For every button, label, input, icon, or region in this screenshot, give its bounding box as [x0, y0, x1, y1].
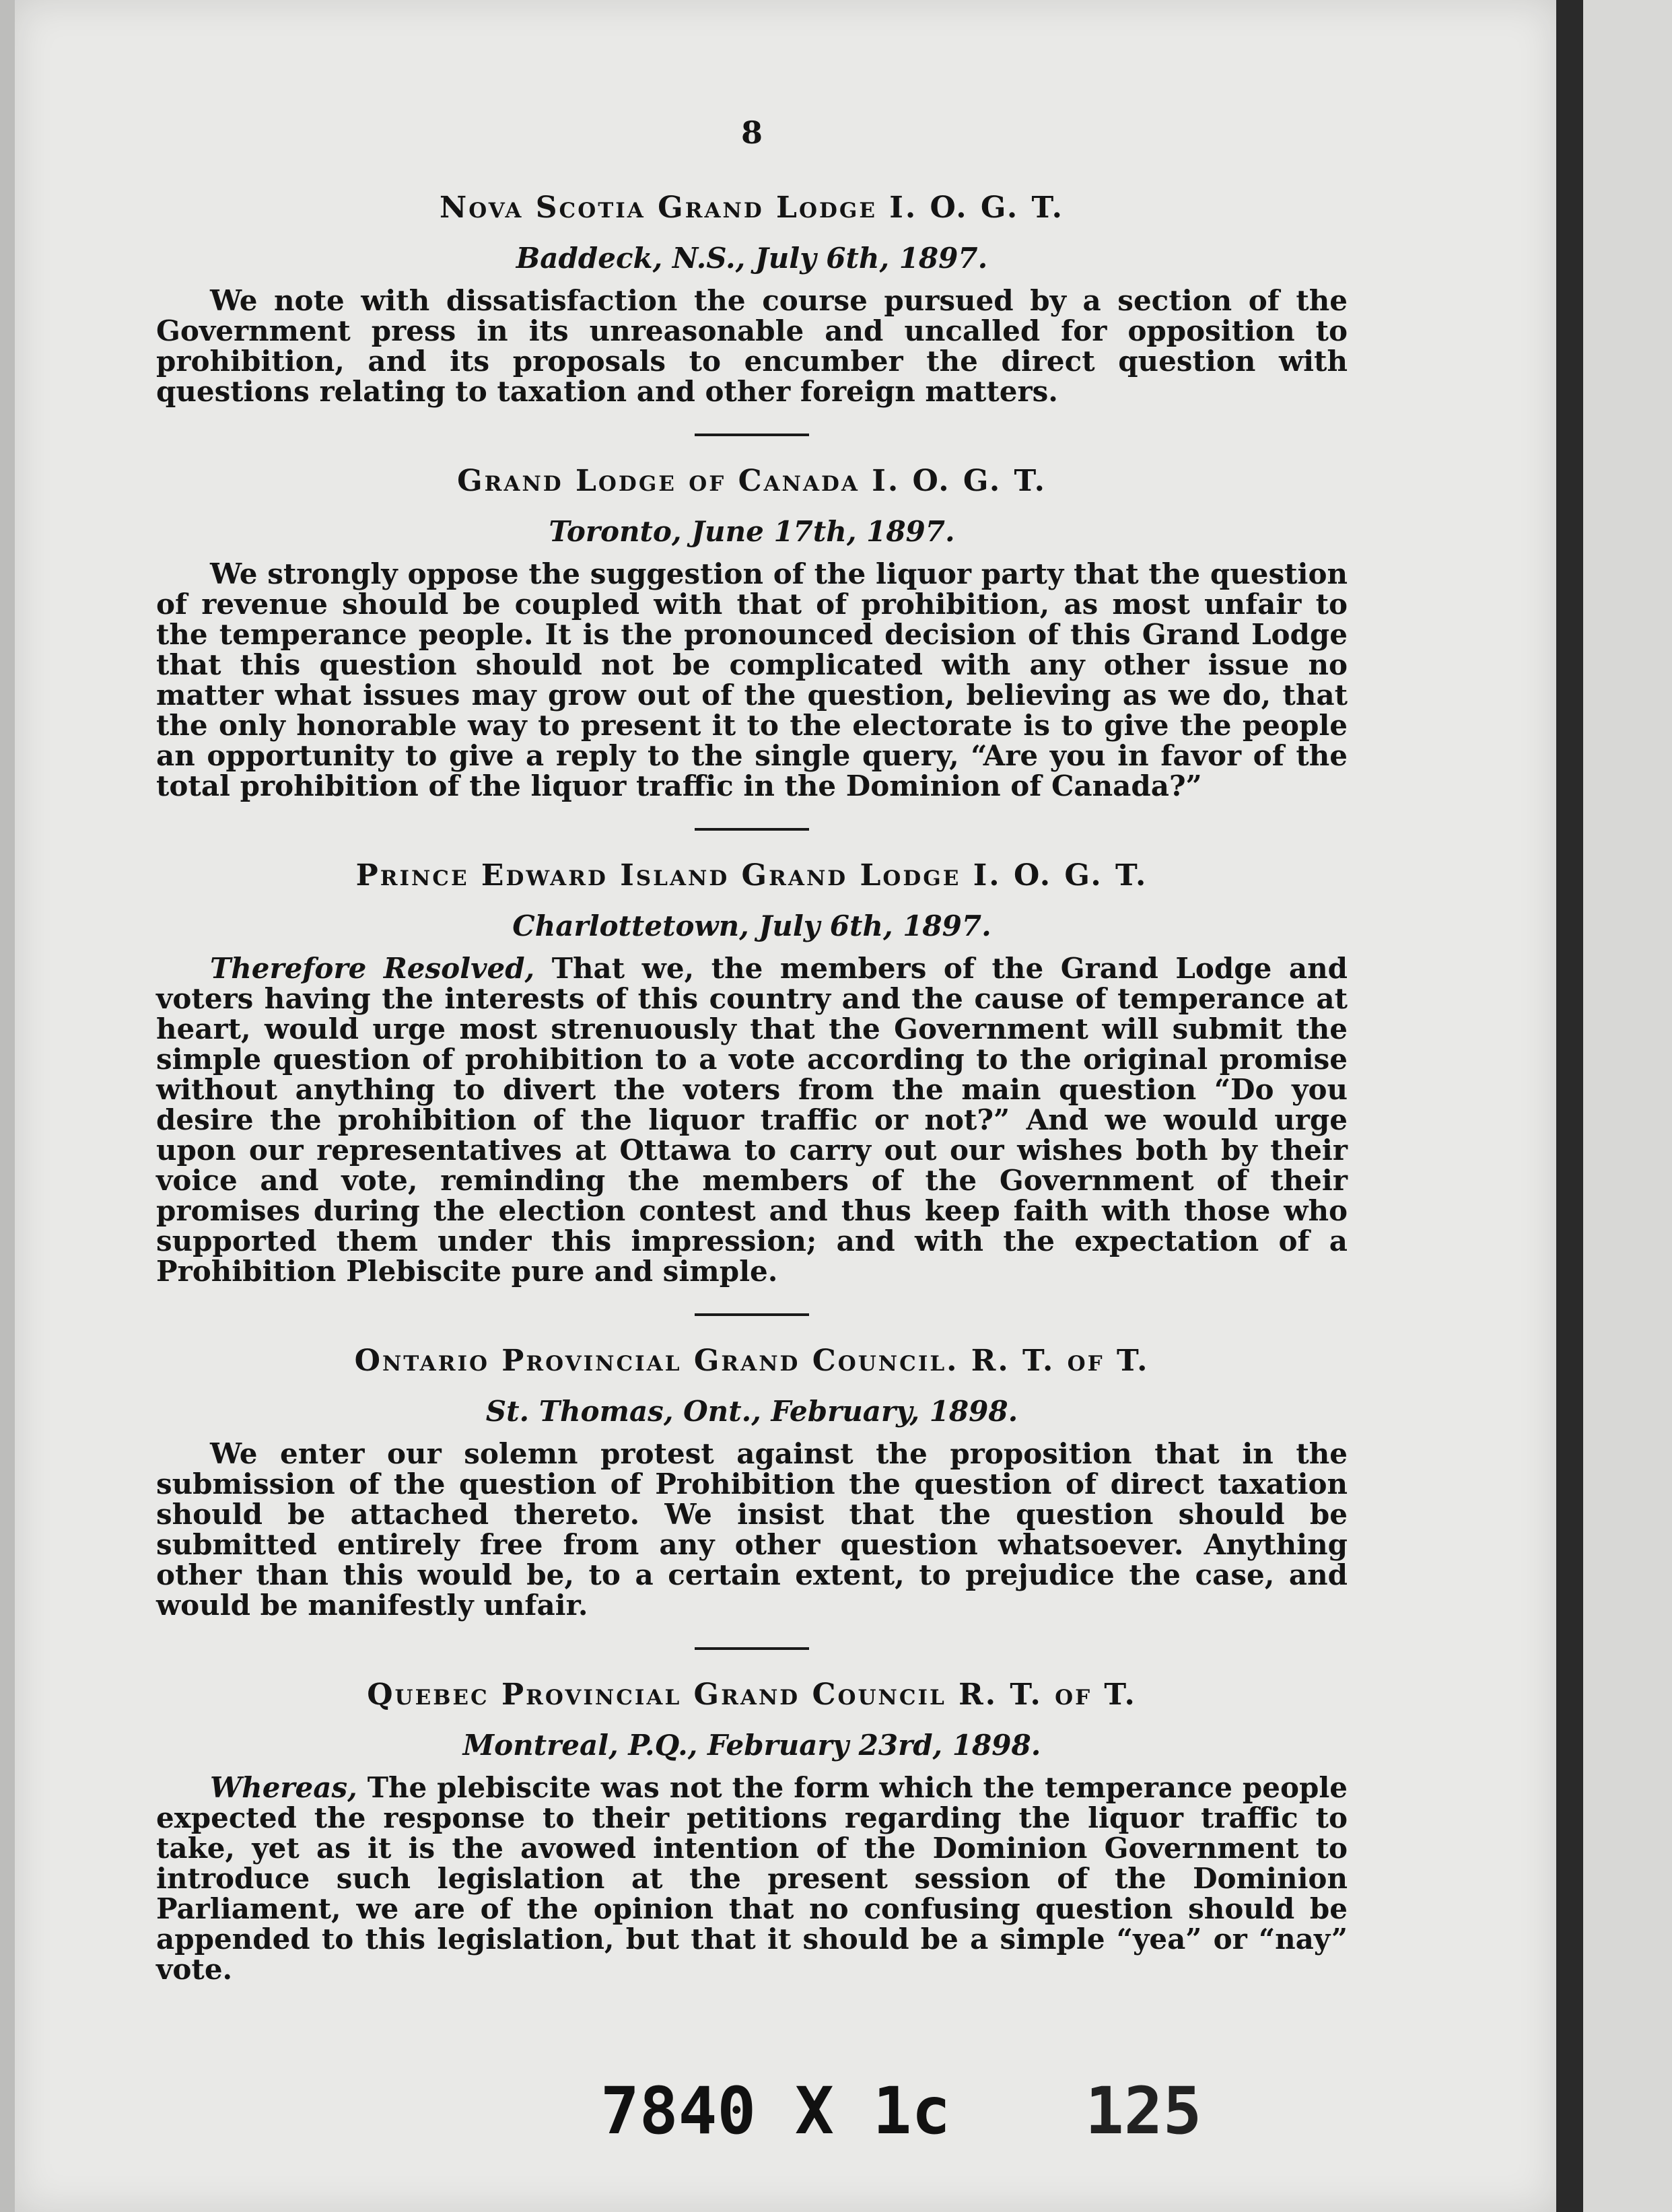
section-heading: Ontario Provincial Grand Council. R. T. of T. [354, 1344, 1150, 1378]
resolution-quebec [156, 1677, 1348, 1984]
section-heading: Grand Lodge of Canada I. O. G. T. [457, 464, 1047, 498]
section-divider [695, 434, 809, 436]
resolution-grand-lodge-canada [156, 463, 1348, 801]
section-body-text: We note with dissatisfaction the course pursued by a section of the Government press in its unreasonable and uncalled for opposition to prohibition, and its proposals to encumber the direct question with questions relating to taxation and other foreign matters. [156, 284, 1348, 408]
section-dateline: Toronto, June 17th, 1897. [549, 515, 955, 548]
section-divider [695, 1313, 809, 1316]
section-body [156, 285, 1348, 407]
page-number: 8 [740, 114, 763, 151]
section-divider [695, 828, 809, 831]
document-page [15, 0, 1556, 2212]
section-heading: Quebec Provincial Grand Council R. T. of T. [367, 1678, 1137, 1712]
section-body-text: The plebiscite was not the form which the temperance people expected the response to their petitions regarding the liquor traffic to take, yet as it is the avowed intention of the Dominion Government to introduce such legislation at the present session of the Dominion Parliament, we are of the opinion that no confusing question should be appended to this legislation, but that it should be a simple “yea” or “nay” vote. [156, 1771, 1348, 1986]
section-dateline: Charlottetown, July 6th, 1897. [512, 909, 991, 942]
section-heading: Nova Scotia Grand Lodge I. O. G. T. [440, 191, 1064, 225]
catalog-stamp [600, 2073, 1274, 2161]
section-dateline: Baddeck, N.S., July 6th, 1897. [516, 242, 988, 275]
catalog-number: 7840 X 1c [600, 2073, 951, 2149]
section-divider [695, 1647, 809, 1650]
section-heading: Prince Edward Island Grand Lodge I. O. G. T. [355, 858, 1148, 893]
section-body [156, 1772, 1348, 1984]
scan-right-edge [1556, 0, 1672, 2212]
resolution-prince-edward-island [156, 858, 1348, 1286]
resolution-ontario [156, 1343, 1348, 1620]
section-body [156, 559, 1348, 801]
section-body [156, 953, 1348, 1286]
scan-left-edge [0, 0, 15, 2212]
section-dateline: St. Thomas, Ont., February, 1898. [485, 1395, 1018, 1428]
catalog-sequence: 125 [1085, 2073, 1202, 2149]
section-body-text: We enter our solemn protest against the proposition that in the submission of the question of Prohibition the question of direct taxation should be attached thereto. We insist that the question should be submitted entirely free from any other question whatsoever. Anything other than this would be, to a certain extent, to prejudice the case, and would be manifestly unfair. [156, 1437, 1348, 1622]
section-lead: Therefore Resolved, [210, 952, 535, 985]
page-content [156, 114, 1348, 1984]
section-lead: Whereas, [210, 1771, 357, 1804]
section-body [156, 1439, 1348, 1620]
section-body-text: We strongly oppose the suggestion of the liquor party that the question of revenue should be coupled with that of prohibition, as most unfair to the temperance people. It is the pronounced decision of this Grand Lodge that this question should not be complicated with any other issue no matter what issues may grow out of the question, believing as we do, that the only honorable way to present it to the electorate is to give the people an opportunity to give a reply to the single query, “Are you in favor of the total prohibition of the liquor traffic in the Dominion of Canada?” [156, 557, 1348, 802]
section-dateline: Montreal, P.Q., February 23rd, 1898. [462, 1729, 1041, 1762]
resolution-nova-scotia [156, 190, 1348, 407]
section-body-text: That we, the members of the Grand Lodge and voters having the interests of this country and the cause of temperance at heart, would urge most strenuously that the Government will submit the simple question of prohibition to a vote according to the original promise without anything to divert the voters from the main question “Do you desire the prohibition of the liquor traffic or not?” And we would urge upon our representatives at Ottawa to carry out our wishes both by their voice and vote, reminding the members of the Government of their promises during the election contest and thus keep faith with those who supported them under this impression; and with the expectation of a Prohibition Plebiscite pure and simple. [156, 952, 1348, 1288]
